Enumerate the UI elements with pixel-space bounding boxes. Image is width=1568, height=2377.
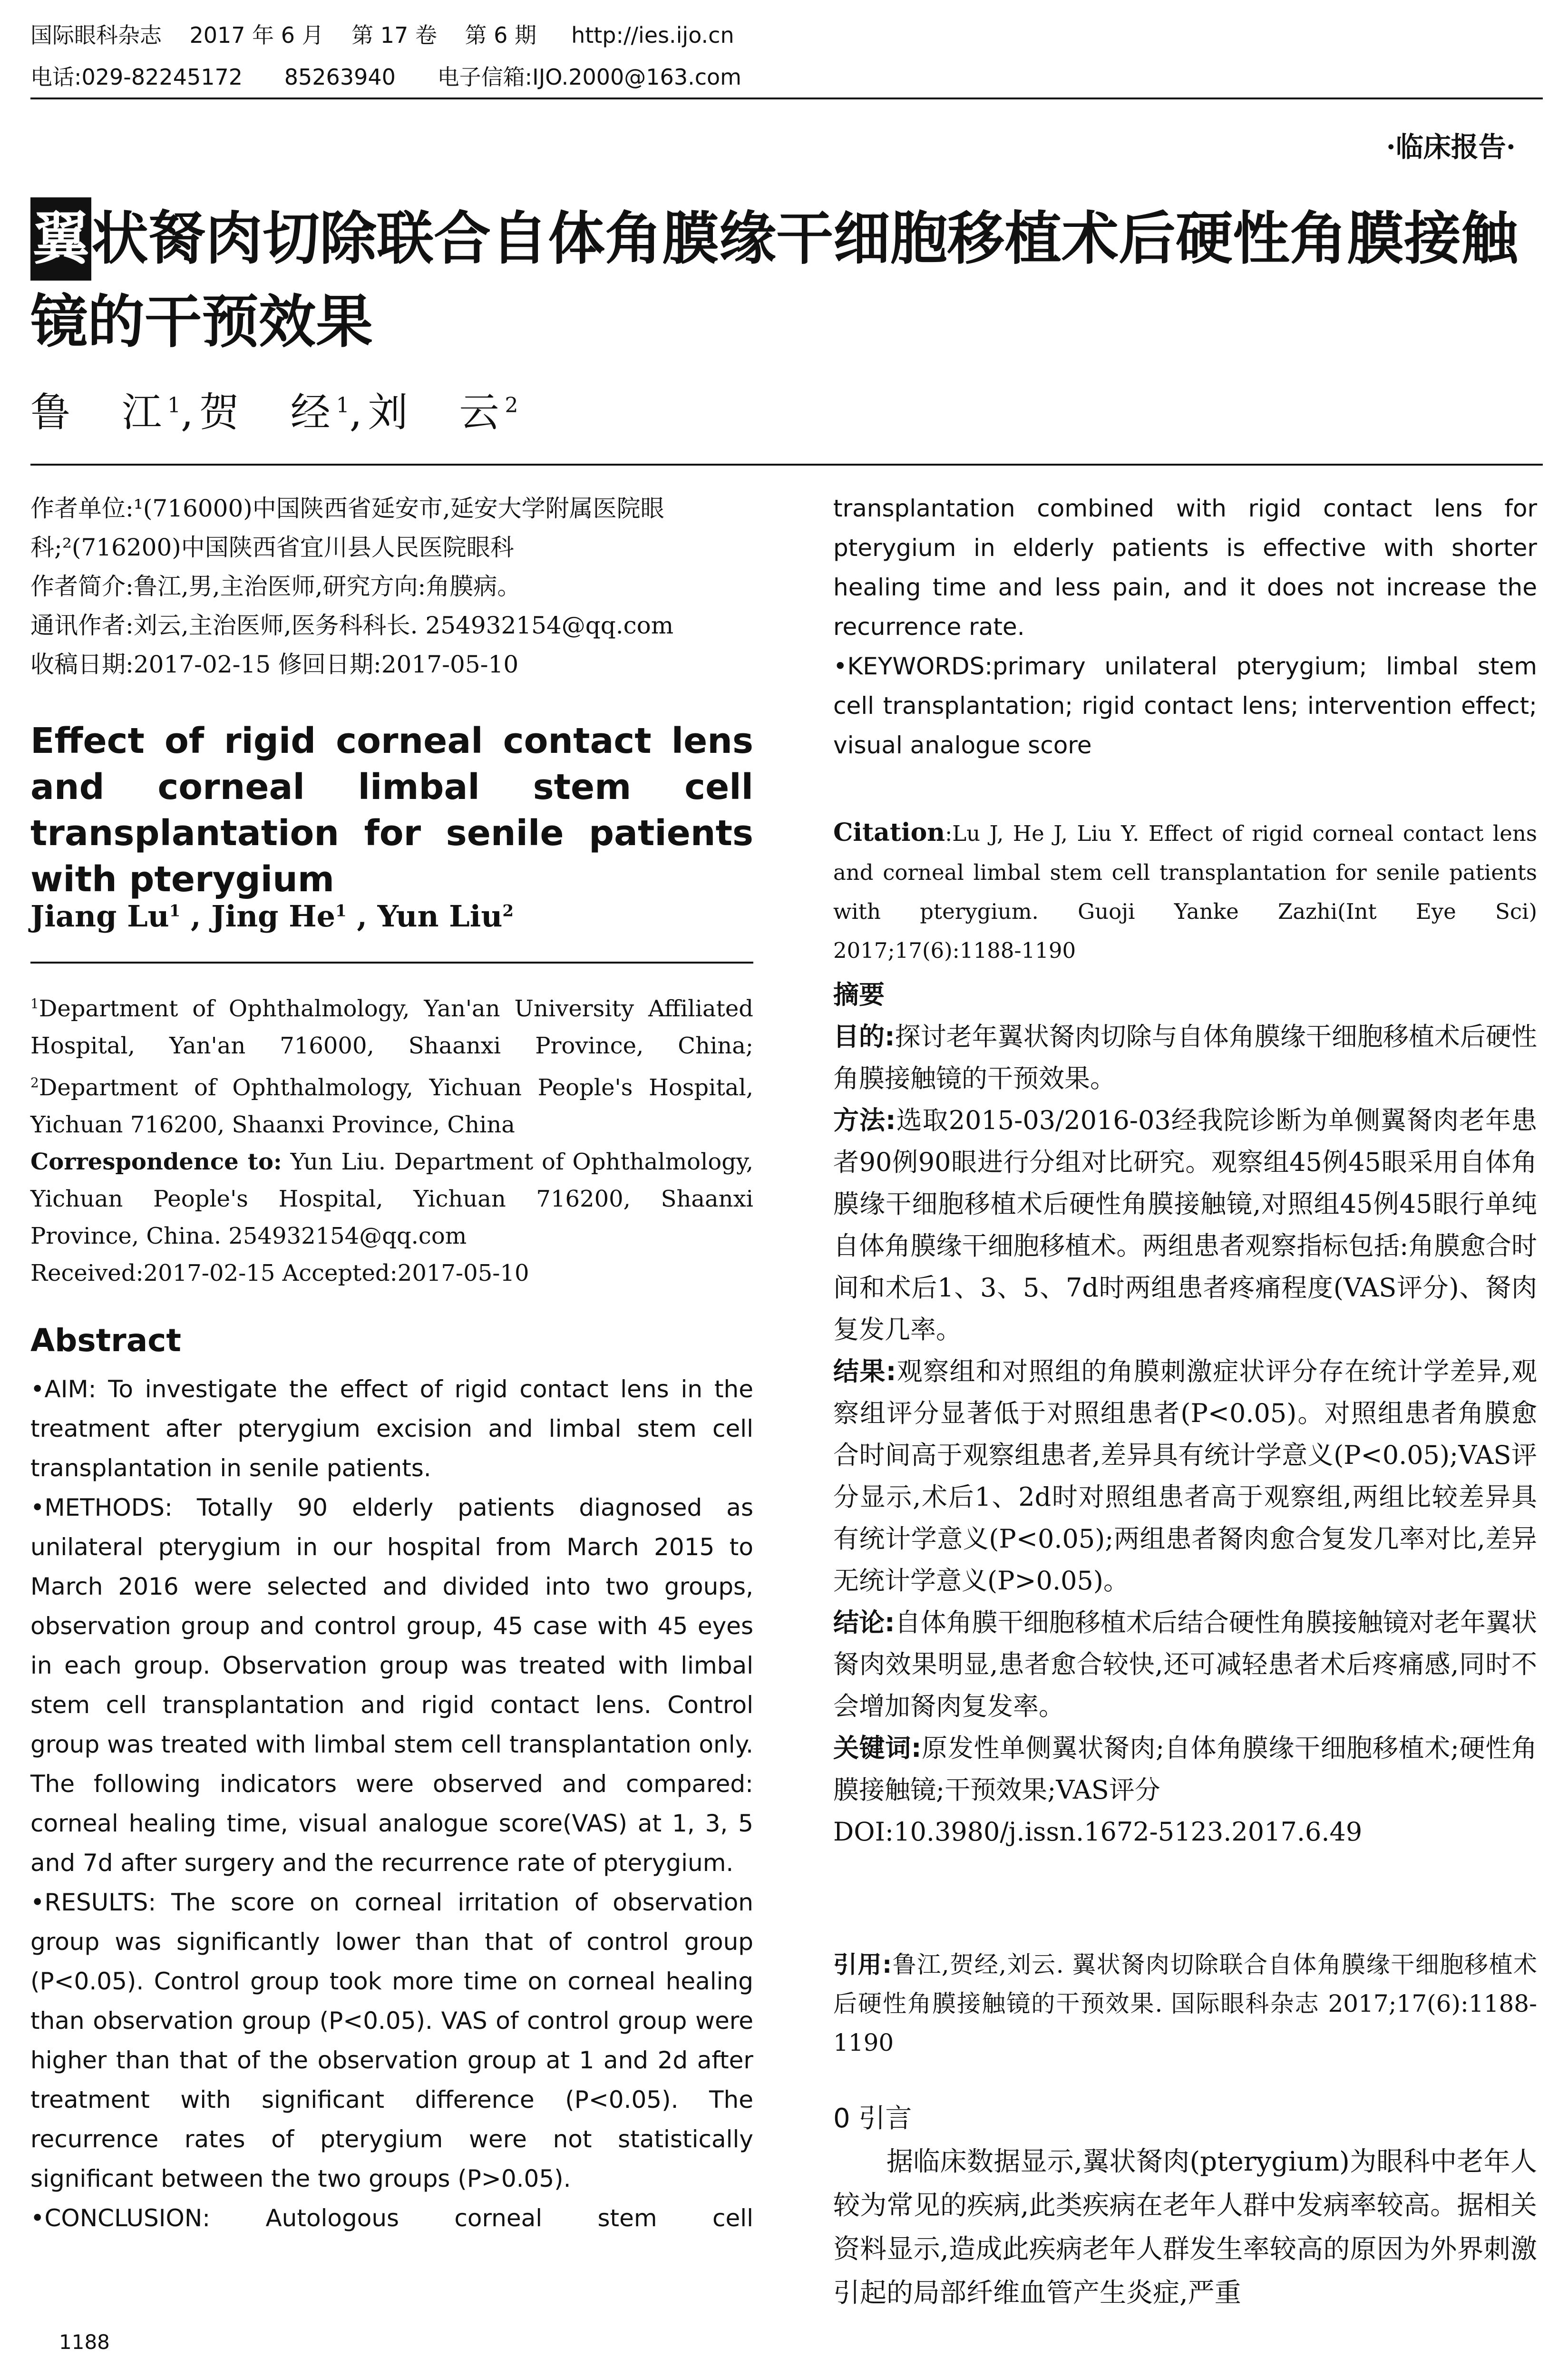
title-rest: 状胬肉切除联合自体角膜缘干细胞移植术后硬性角膜接触镜的干预效果 — [30, 206, 1518, 355]
affiliation-rule — [30, 962, 753, 964]
doi: DOI:10.3980/j.issn.1672-5123.2017.6.49 — [833, 1817, 1363, 1847]
article-title — [30, 197, 1543, 364]
cn-citation-label: 引用: — [833, 1951, 892, 1978]
citation-block — [833, 813, 1537, 970]
correspondence-label: Correspondence to: — [30, 1149, 282, 1175]
author-en-1: Jiang Lu — [30, 899, 169, 934]
cn-abstract-aim — [833, 1016, 1537, 1100]
received-dates: Received:2017-02-15 Accepted:2017-05-10 — [30, 1260, 529, 1286]
affiliation-block — [30, 985, 753, 1292]
cn-results-label: 结果: — [833, 1356, 896, 1386]
citation-label: Citation — [833, 818, 945, 847]
author-en-3: Yun Liu — [377, 899, 503, 934]
cn-abstract-keywords — [833, 1727, 1537, 1811]
cn-conclusion-label: 结论: — [833, 1607, 895, 1637]
section-tag: ·临床报告· — [1386, 131, 1516, 163]
cn-abstract-methods — [833, 1100, 1537, 1351]
correspondence-text: Yun Liu. Department of Ophthalmology, Yichuan People's Hospital, Yichuan 716200, Shaanxi Province, China. 254932154@qq.com — [30, 1149, 754, 1249]
cn-abstract-conclusion — [833, 1602, 1537, 1727]
english-title: Effect of rigid corneal contact lens and corneal limbal stem cell transplantation for senile patients with pterygium — [30, 721, 753, 900]
affil-sup-2: 2 — [30, 1075, 39, 1091]
abstract-results: •RESULTS: The score on corneal irritation of observation group was significantly lower than that of control group (P<0.05). Control group took more time on corneal healing than observation group (P<0.05). VAS of control group were higher than that of the observation group at 1 and 2d after treatment with significant difference (P<0.05). The recurrence rates of pterygium were not statistically significant between the two groups (P>0.05). — [30, 1889, 753, 2192]
author-en-1-sup: 1 — [169, 901, 181, 921]
author-en-sep: , — [180, 899, 212, 934]
author-cn-1: 鲁 江 — [30, 389, 168, 436]
abstract-methods: •METHODS: Totally 90 elderly patients diagnosed as unilateral pterygium in our hospital from March 2015 to March 2016 were selected and divided into two groups, observation group and control group, 45 case with 45 eyes in each group. Observation group was treated with limbal stem cell transplantation and rigid contact lens. Control group was treated with limbal stem cell transplantation only. The following indicators were observed and compared: corneal healing time, visual analogue score(VAS) at 1, 3, 5 and 7d after surgery and the recurrence rate of pterygium. — [30, 1494, 753, 1877]
cn-keywords-label: 关键词: — [833, 1733, 922, 1763]
author-cn-1-sup: 1 — [167, 393, 181, 418]
authors-cn — [30, 380, 518, 438]
authors-en — [30, 899, 753, 934]
cn-abstract-heading: 摘要 — [833, 980, 885, 1010]
author-sep: , — [181, 389, 199, 436]
affil-dept-1: Department of Ophthalmology, Yan'an University Affiliated Hospital, Yan'an 716000, Shaanxi Province, China; — [30, 995, 753, 1059]
cn-aim-text: 探讨老年翼状胬肉切除与自体角膜缘干细胞移植术后硬性角膜接触镜的干预效果。 — [833, 1022, 1537, 1093]
cn-aim-label: 目的: — [833, 1022, 895, 1052]
cn-meta-dates: 收稿日期:2017-02-15 修回日期:2017-05-10 — [30, 651, 519, 678]
cn-abstract-results — [833, 1351, 1537, 1602]
abstract-aim: •AIM: To investigate the effect of rigid contact lens in the treatment after pterygium excision and limbal stem cell transplantation in senile patients. — [30, 1375, 753, 1482]
abstract-conclusion-cont: transplantation combined with rigid contact lens for pterygium in elderly patients is effective with shorter healing time and less pain, and it does not increase the recurrence rate. — [833, 495, 1537, 641]
abstract-continued — [833, 489, 1537, 765]
author-en-sep: , — [346, 899, 378, 934]
journal-header-line-2: 电话:029-82245172 85263940 电子信箱:IJO.2000@163.com — [30, 64, 741, 90]
title-rule — [30, 464, 1543, 466]
cn-meta-block — [30, 489, 753, 684]
journal-header-line-1: 国际眼科杂志 2017 年 6 月 第 17 卷 第 6 期 http://ies.ijo.cn — [30, 22, 734, 48]
author-en-2: Jing He — [211, 899, 336, 934]
author-cn-2: 贺 经 — [199, 389, 336, 436]
author-cn-2-sup: 1 — [336, 393, 350, 418]
affil-dept-2: Department of Ophthalmology, Yichuan People's Hospital, Yichuan 716200, Shaanxi Province, China — [30, 1074, 753, 1138]
author-cn-3: 刘 云 — [368, 389, 505, 436]
affil-sup-1: 1 — [30, 996, 39, 1012]
abstract-conclusion-start: •CONCLUSION: Autologous corneal stem cell — [30, 2204, 753, 2232]
abstract-keywords: •KEYWORDS:primary unilateral pterygium; limbal stem cell transplantation; rigid contact lens; intervention effect; visual analogue score — [833, 653, 1537, 759]
cn-citation-text: 鲁江,贺经,刘云. 翼状胬肉切除联合自体角膜缘干细胞移植术后硬性角膜接触镜的干预效果. 国际眼科杂志 2017;17(6):1188-1190 — [833, 1951, 1537, 2056]
cn-methods-label: 方法: — [833, 1105, 896, 1135]
author-cn-3-sup: 2 — [505, 393, 518, 418]
page-number: 1188 — [59, 2330, 110, 2354]
author-sep: , — [349, 389, 368, 436]
abstract-heading: Abstract — [30, 1322, 181, 1359]
intro-heading: 0 引言 — [833, 2103, 912, 2134]
cn-methods-text: 选取2015-03/2016-03经我院诊断为单侧翼胬肉老年患者90例90眼进行分组对比研究。观察组45例45眼采用自体角膜缘干细胞移植术后硬性角膜接触镜,对照组45例45眼行单纯自体角膜缘干细胞移植术。两组患者观察指标包括:角膜愈合时间和术后1、3、5、7d时两组患者疼痛程度(VAS评分)、胬肉复发几率。 — [833, 1105, 1537, 1344]
cn-meta-author-bio: 作者简介:鲁江,男,主治医师,研究方向:角膜病。 — [30, 573, 521, 600]
cn-citation — [833, 1945, 1537, 2062]
cn-meta-affiliation: 作者单位:¹(716000)中国陕西省延安市,延安大学附属医院眼科;²(716200)中国陕西省宜川县人民医院眼科 — [30, 495, 664, 561]
header-rule — [30, 97, 1543, 99]
cn-keywords-text: 原发性单侧翼状胬肉;自体角膜缘干细胞移植术;硬性角膜接触镜;干预效果;VAS评分 — [833, 1733, 1537, 1805]
title-first-char: 翼 — [30, 197, 91, 281]
citation-text: :Lu J, He J, Liu Y. Effect of rigid corneal contact lens and corneal limbal stem cell transplantation for senile patients with pterygium. Guoji Yanke Zazhi(Int Eye Sci) 2017;17(6):1188-1190 — [833, 821, 1537, 963]
abstract-body — [30, 1370, 753, 2238]
cn-meta-correspondence: 通讯作者:刘云,主治医师,医务科科长. 254932154@qq.com — [30, 612, 674, 639]
cn-conclusion-text: 自体角膜干细胞移植术后结合硬性角膜接触镜对老年翼状胬肉效果明显,患者愈合较快,还可减轻患者术后疼痛感,同时不会增加胬肉复发率。 — [833, 1607, 1537, 1721]
cn-results-text: 观察组和对照组的角膜刺激症状评分存在统计学差异,观察组评分显著低于对照组患者(P<0.05)。对照组患者角膜愈合时间高于观察组患者,差异具有统计学意义(P<0.05);VAS评分显示,术后1、2d时对照组患者高于观察组,两组比较差异具有统计学意义(P<0.05);两组患者胬肉愈合复发几率对比,差异无统计学意义(P>0.05)。 — [833, 1356, 1537, 1596]
cn-abstract — [833, 974, 1537, 1853]
author-en-2-sup: 1 — [335, 901, 347, 921]
intro-paragraph: 据临床数据显示,翼状胬肉(pterygium)为眼科中老年人较为常见的疾病,此类疾病在老年人群中发病率较高。据相关资料显示,造成此疾病老年人群发生率较高的原因为外界刺激引起的局部纤维血管产生炎症,严重 — [833, 2146, 1537, 2309]
author-en-3-sup: 2 — [502, 901, 514, 921]
